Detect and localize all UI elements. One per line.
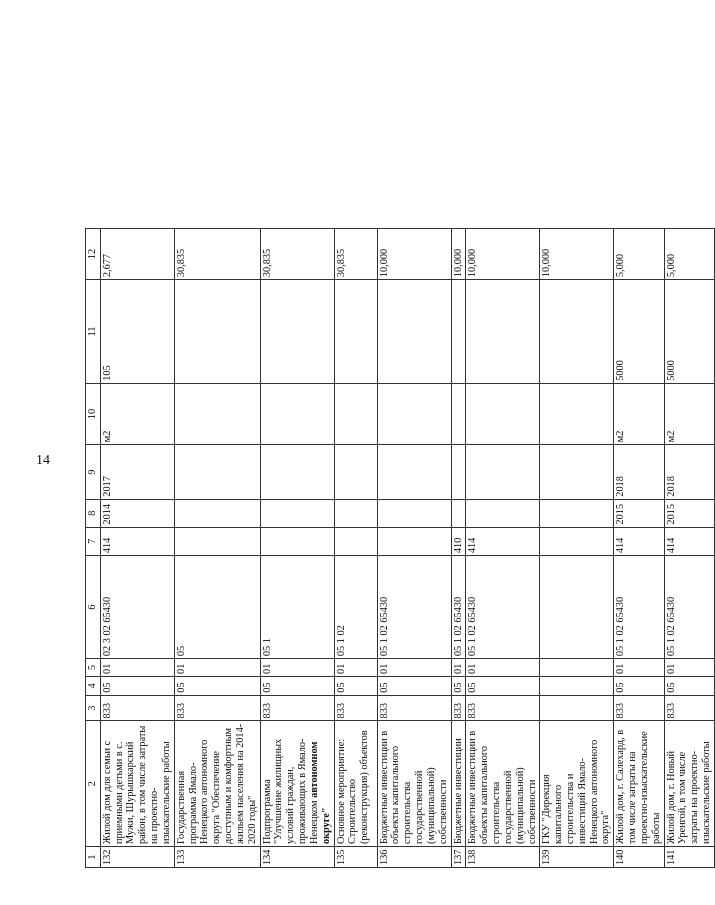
value-cell (540, 527, 614, 556)
value-cell: 2015 (614, 499, 664, 527)
value-cell: 05 (451, 676, 466, 695)
description-text: Подпрограмма "Улучшение жилищных условий граждан, проживающих в Ямало-Ненецком (261, 738, 320, 845)
value-cell: 5000 (664, 280, 714, 384)
description-text: Жилой дом, г. Новый Уренгой, в том числе затраты на проектно-изыскательские работы (665, 741, 713, 845)
header-cell: 7 (86, 527, 101, 556)
description-text: Бюджетные инвестиции в объекты капитального строительства государственной (муниципальной) собственности (467, 730, 538, 845)
value-cell: 01 (334, 659, 377, 677)
value-cell: 139 (540, 847, 614, 868)
value-cell: 01 (260, 659, 334, 677)
value-cell: 05 1 02 65430 (614, 556, 664, 659)
table-body (86, 229, 715, 868)
value-cell (334, 499, 377, 527)
value-cell: 132 (100, 847, 174, 868)
header-cell: 2 (86, 721, 101, 847)
value-cell: 05 (334, 676, 377, 695)
table-row (334, 229, 377, 868)
value-cell: 05 1 (260, 556, 334, 659)
value-cell: 133 (174, 847, 260, 868)
value-cell: 141 (664, 847, 714, 868)
value-cell: 01 (664, 659, 714, 677)
header-row (86, 229, 101, 868)
table-row (466, 229, 540, 868)
description-text: Жилой дом для семьи с приемными детьми в с. Мужи, Шурышкарский район, в том числе затраты на проектно-изыскательские работы (101, 725, 172, 845)
table-row (377, 229, 451, 868)
value-cell (260, 499, 334, 527)
description-text: Жилой дом, г. Салехард, в том числе затраты на проектно-изыскательские работы (615, 729, 662, 845)
value-cell: 05 1 02 65430 (377, 556, 451, 659)
value-cell: 833 (174, 695, 260, 721)
value-cell (377, 527, 451, 556)
header-cell: 10 (86, 383, 101, 445)
value-cell: 05 (466, 676, 540, 695)
value-cell (540, 659, 614, 677)
description-text: Основное мероприятие: Строительство (реконструкция) объектов (335, 730, 371, 845)
table-row (540, 229, 614, 868)
value-cell: 05 1 02 65430 (664, 556, 714, 659)
value-cell: 10,000 (451, 229, 466, 280)
value-cell: 833 (451, 695, 466, 721)
value-cell: 02 3 02 65430 (100, 556, 174, 659)
value-cell: 833 (260, 695, 334, 721)
value-cell: 2014 (100, 499, 174, 527)
description-cell (664, 721, 714, 847)
value-cell (451, 499, 466, 527)
description-cell (174, 721, 260, 847)
description-cell (466, 721, 540, 847)
value-cell: 105 (100, 280, 174, 384)
header-cell: 5 (86, 659, 101, 677)
value-cell (466, 383, 540, 445)
value-cell: 833 (334, 695, 377, 721)
value-cell: 5,000 (664, 229, 714, 280)
value-cell: 30,835 (334, 229, 377, 280)
value-cell: 2018 (664, 445, 714, 499)
value-cell: 136 (377, 847, 451, 868)
description-cell (614, 721, 664, 847)
description-bold-text: автономном округе" (308, 741, 332, 845)
value-cell (466, 499, 540, 527)
value-cell: 5000 (614, 280, 664, 384)
value-cell: 10,000 (540, 229, 614, 280)
value-cell: м2 (664, 383, 714, 445)
value-cell: 05 1 02 65430 (451, 556, 466, 659)
value-cell: 2015 (664, 499, 714, 527)
value-cell: 135 (334, 847, 377, 868)
value-cell (260, 280, 334, 384)
header-cell: 8 (86, 499, 101, 527)
value-cell: 10,000 (466, 229, 540, 280)
value-cell: 414 (466, 527, 540, 556)
value-cell (334, 280, 377, 384)
value-cell: 414 (614, 527, 664, 556)
value-cell: 05 1 02 (334, 556, 377, 659)
page-number: 14 (36, 453, 50, 468)
value-cell (451, 280, 466, 384)
value-cell: 01 (614, 659, 664, 677)
value-cell: 2,677 (100, 229, 174, 280)
value-cell: 01 (451, 659, 466, 677)
value-cell (334, 445, 377, 499)
value-cell: 01 (466, 659, 540, 677)
value-cell: 05 (100, 676, 174, 695)
value-cell: 833 (466, 695, 540, 721)
value-cell: м2 (614, 383, 664, 445)
value-cell: 5,000 (614, 229, 664, 280)
value-cell (260, 445, 334, 499)
value-cell (377, 383, 451, 445)
value-cell: 05 (174, 676, 260, 695)
header-cell: 11 (86, 280, 101, 384)
header-cell: 9 (86, 445, 101, 499)
value-cell: 10,000 (377, 229, 451, 280)
header-cell: 4 (86, 676, 101, 695)
value-cell (466, 445, 540, 499)
value-cell: 2017 (100, 445, 174, 499)
value-cell (540, 695, 614, 721)
rotated-table-wrapper (85, 228, 715, 868)
description-text: Бюджетные инвестиции в объекты капитального строительства государственной (муниципальной) собственности (378, 730, 449, 845)
value-cell: 05 (377, 676, 451, 695)
value-cell: 833 (664, 695, 714, 721)
value-cell (466, 280, 540, 384)
value-cell: 134 (260, 847, 334, 868)
value-cell (540, 383, 614, 445)
value-cell (377, 280, 451, 384)
value-cell (540, 556, 614, 659)
table-row (100, 229, 174, 868)
description-cell (540, 721, 614, 847)
value-cell: 30,835 (260, 229, 334, 280)
table-row (614, 229, 664, 868)
value-cell (540, 676, 614, 695)
value-cell: 2018 (614, 445, 664, 499)
header-cell: 12 (86, 229, 101, 280)
value-cell: 05 (614, 676, 664, 695)
header-cell: 3 (86, 695, 101, 721)
table-row (260, 229, 334, 868)
value-cell (540, 499, 614, 527)
value-cell (174, 280, 260, 384)
value-cell: 01 (174, 659, 260, 677)
table-row (451, 229, 466, 868)
value-cell: 414 (664, 527, 714, 556)
header-cell: 6 (86, 556, 101, 659)
value-cell: 30,835 (174, 229, 260, 280)
description-text: Государственная программа Ямало-Ненецкого автономного округа "Обеспечение доступным и комфортным жильем населения на 2014-2020 годы" (175, 723, 258, 845)
value-cell (260, 383, 334, 445)
value-cell: 140 (614, 847, 664, 868)
value-cell: 833 (377, 695, 451, 721)
table-row (174, 229, 260, 868)
value-cell: 05 (174, 556, 260, 659)
value-cell: 833 (100, 695, 174, 721)
value-cell (540, 445, 614, 499)
value-cell (451, 445, 466, 499)
value-cell: 410 (451, 527, 466, 556)
value-cell: 833 (614, 695, 664, 721)
description-cell (100, 721, 174, 847)
value-cell: 01 (377, 659, 451, 677)
value-cell (377, 445, 451, 499)
value-cell: 01 (100, 659, 174, 677)
value-cell (174, 383, 260, 445)
value-cell (451, 383, 466, 445)
description-text: Бюджетные инвестиции (452, 738, 464, 845)
value-cell: 138 (466, 847, 540, 868)
value-cell (174, 499, 260, 527)
value-cell (377, 499, 451, 527)
value-cell (540, 280, 614, 384)
table-row (664, 229, 714, 868)
value-cell (174, 445, 260, 499)
value-cell (260, 527, 334, 556)
header-cell: 1 (86, 847, 101, 868)
value-cell (334, 527, 377, 556)
description-cell (334, 721, 377, 847)
value-cell: 137 (451, 847, 466, 868)
description-cell (377, 721, 451, 847)
value-cell: 414 (100, 527, 174, 556)
value-cell: 05 1 02 65430 (466, 556, 540, 659)
description-text: ГКУ "Дирекция капитального строительства и инвестиций Ямало-Ненецкого автономного округа" (541, 739, 612, 845)
value-cell: 05 (664, 676, 714, 695)
value-cell: м2 (100, 383, 174, 445)
description-cell (260, 721, 334, 847)
value-cell (334, 383, 377, 445)
description-cell (451, 721, 466, 847)
value-cell (174, 527, 260, 556)
budget-table (85, 228, 715, 868)
value-cell: 05 (260, 676, 334, 695)
